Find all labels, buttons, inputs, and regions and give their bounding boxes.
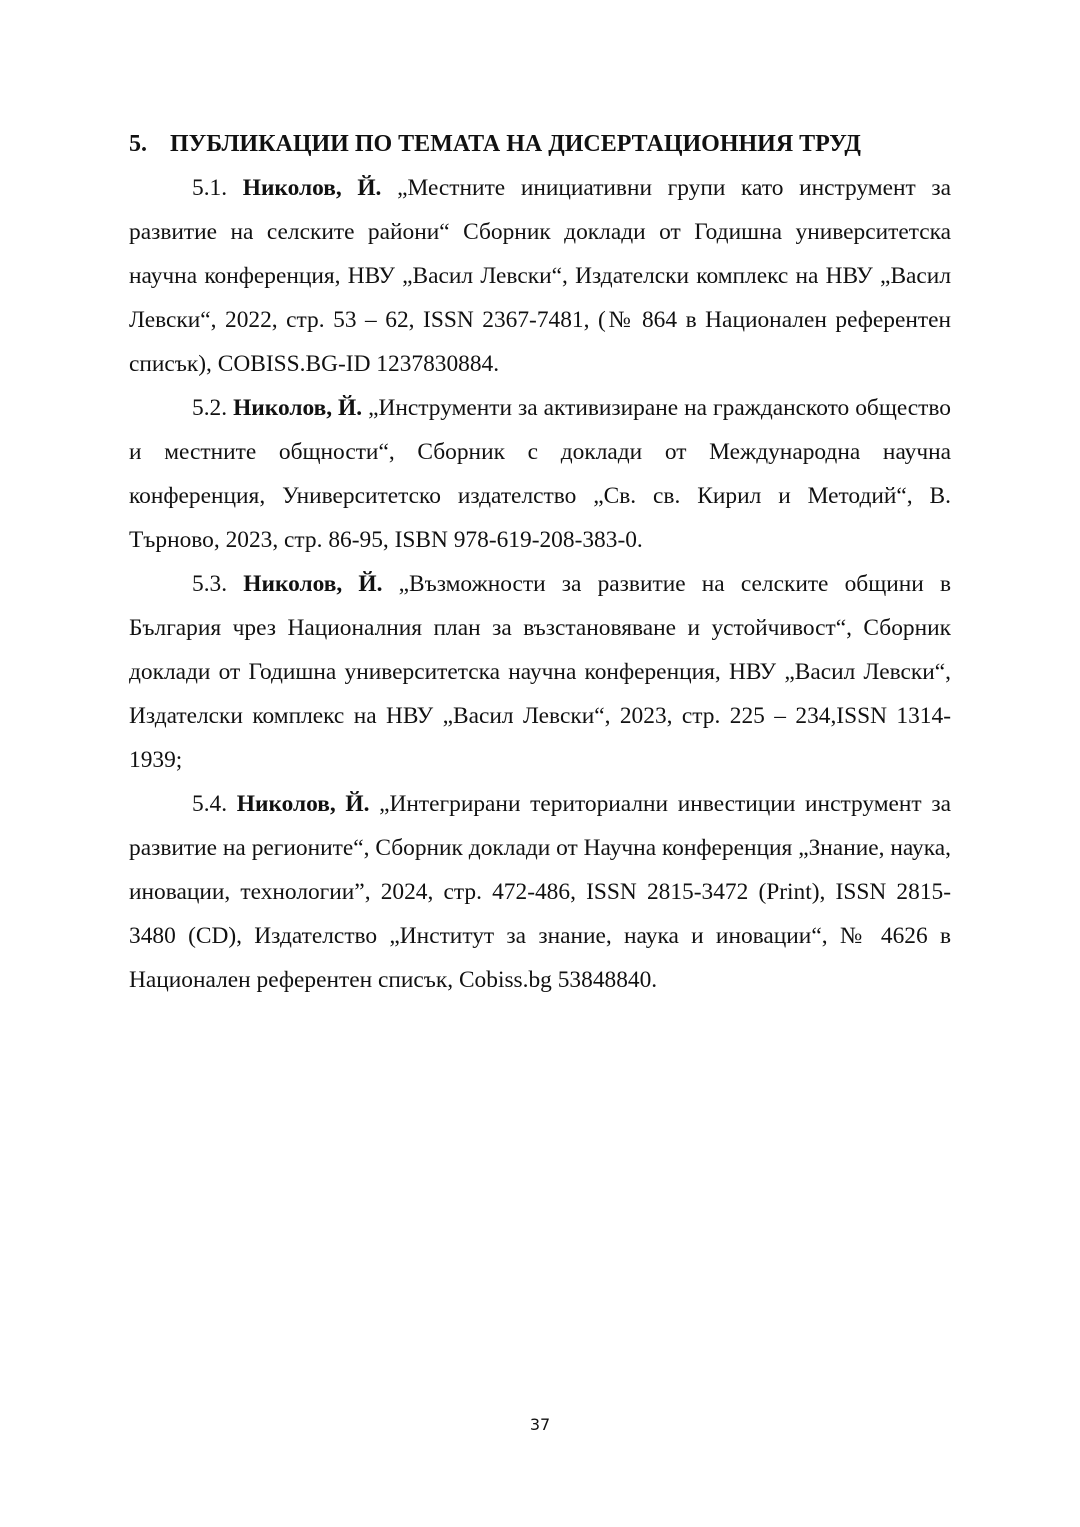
section-number: 5. — [129, 131, 147, 157]
publication-item — [129, 562, 951, 782]
publication-text: „Местните инициативни групи като инструмент за развитие на селските райони“ Сборник доклади от Годишна университетска научна конференция, НВУ „Васил Левски“, Издателски комплекс на НВУ „Васил Левски“, 2022, стр. 53 – 62, ISSN 2367-7481, (№ 864 в Национален референтен списък), COBISS.BG-ID 1237830884. — [129, 175, 951, 377]
publication-list — [129, 166, 951, 1002]
section-title: ПУБЛИКАЦИИ ПО ТЕМАТА НА ДИСЕРТАЦИОННИЯ ТРУД — [170, 131, 861, 157]
publication-number: 5.3. — [192, 571, 228, 597]
publication-author: Николов, Й. — [236, 791, 370, 817]
publication-text: „Възможности за развитие на селските общини в България чрез Националния план за възстановяване и устойчивост“, Сборник доклади от Годишна университетска научна конференция, НВУ „Васил Левски“, Издателски комплекс на НВУ „Васил Левски“, 2023, стр. 225 – 234,ISSN 1314-1939; — [129, 571, 951, 773]
publication-item — [129, 166, 951, 386]
page-number: 37 — [529, 1415, 551, 1434]
publication-number: 5.1. — [192, 175, 228, 201]
publication-text: „Интегрирани териториални инвестиции инструмент за развитие на регионите“, Сборник доклади от Научна конференция „Знание, наука, иновации, технологии”, 2024, стр. 472-486, ISSN 2815-3472 (Print), ISSN 2815-3480 (CD), Издателство „Институт за знание, наука и иновации“, № 4626 в Национален референтен списък, Cobiss.bg 53848840. — [129, 791, 951, 993]
publication-author: Николов, Й. — [242, 175, 382, 201]
publication-item — [129, 782, 951, 1002]
publication-number: 5.2. — [192, 395, 228, 421]
publication-item — [129, 386, 951, 562]
publication-text: „Инструменти за активизиране на гражданското общество и местните общности“, Сборник с доклади от Международна научна конференция, Университетско издателство „Св. св. Кирил и Методий“, В. Търново, 2023, стр. 86-95, ISBN 978-619-208-383-0. — [129, 395, 951, 553]
publication-author: Николов, Й. — [243, 571, 383, 597]
publication-number: 5.4. — [192, 791, 228, 817]
section-heading — [129, 127, 951, 161]
publication-author: Николов, Й. — [233, 395, 363, 421]
